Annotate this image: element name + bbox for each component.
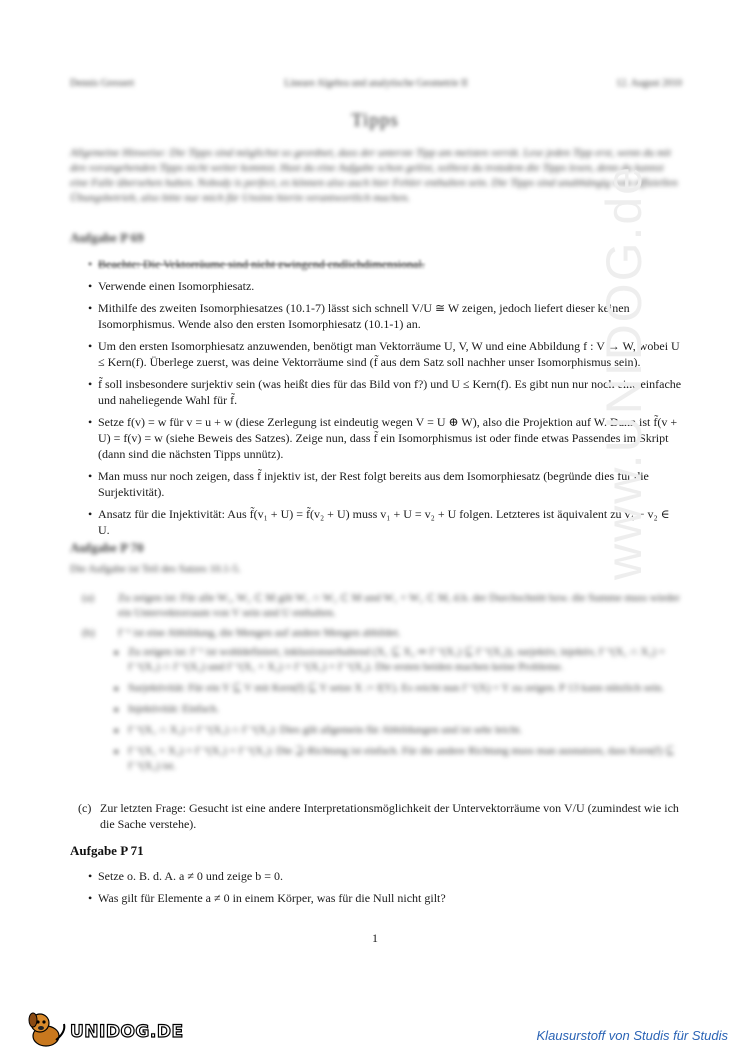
list-item: ■ f⁻¹(X₁ ∩ X₂) = f⁻¹(X₁) ∩ f⁻¹(X₂): Dies gilt allgemein für Abbildungen und ist sehr leicht. [118,723,682,738]
list-item: • Beachte: Die Vektorräume sind nicht zwingend endlichdimensional. [88,257,425,271]
section-title-p71: Aufgabe P 71 [70,843,144,858]
unidog-logo [26,1010,184,1050]
logo-text: UNIDOG.DE [70,1022,184,1042]
list-item: • Mithilfe des zweiten Isomorphiesatzes (10.1-7) lässt sich schnell V/U ≅ W zeigen, jedoch liefert dieser keinen Isomorphismus. Wende also den ersten Isomorphiesatz (10.1-1) an. [88,301,630,331]
list-item: ■ Surjektivität: Für ein Y ⊆ V mit Kern(f) ⊆ Y setze X := f(Y). Es reicht nun f⁻¹(X) = Y zu zeigen. P 13 kann nützlich sein. [118,681,682,696]
list-item: • Setze o. B. d. A. a ≠ 0 und zeige b = 0. [88,869,283,883]
page-number: 1 [372,931,378,945]
item-text: f⁻¹ ist eine Abbildung, die Mengen auf andere Mengen abbildet. [118,627,401,639]
list-item: ■ f⁻¹(X₁ + X₂) = f⁻¹(X₁) + f⁻¹(X₂): Die ⊇-Richtung ist einfach. Für die andere Richtung muss man ausnutzen, dass Kern(f) ⊆ f⁻¹(X₂) ist. [118,744,682,774]
bullet-icon: • [88,301,93,315]
item-text: Zu zeigen ist: Für alle W₁, W₂ ⊂ M gilt W₁ ∩ W₂ ⊂ M und W₁ + W₂ ⊂ M, d.h. der Durchschnitt bzw. die Summe muss wieder ein Untervektorraum von V sein und U enthalten. [118,592,680,619]
intro-paragraph: Allgemeine Hinweise: Die Tipps sind möglichst so geordnet, dass der unterste Tipp am meisten verrät. Lese jeden Tipp erst, wenn du mit den vorangehenden Tipps nicht weiter kommst. Hast du eine Aufgabe schon gelöst, solltest du trotzdem die Tipps lesen, denn du kannst eine Falle übersehen haben. Nobody is perfect, es können also auch hier Fehler enthalten sein. Die Tipps sind unabhängig vom offiziellen Übungsbetrieb, also bitte nur mich für Unsinn hierin verantwortlich machen. [70,147,678,204]
bullet-icon: • [88,469,93,483]
item-label: (c) [78,801,92,815]
list-item: • Verwende einen Isomorphiesatz. [88,279,255,293]
list-item: • Um den ersten Isomorphiesatz anzuwenden, benötigt man Vektorräume U, V, W und eine Abbildung f : V → W, wobei U ≤ Kern(f). Überlege zuerst, was deine Vektorräume sind (f̃ aus dem Satz soll nachher unser Isomorphismus sein). [88,339,680,369]
watermark-text: www.UNIDOG.de [596,165,652,580]
header-author: Dennis Gressert [70,78,135,89]
bullet-icon: • [88,339,93,353]
list-item: • Setze f(v) = w für v = u + w (diese Zerlegung ist eindeutig wegen V = U ⊕ W), also die Projektion auf W. Dann ist f̃(v + U) = f(v) = w (siehe Beweis des Satzes). Zeige nun, dass f̃ ein Isomorphismus ist oder finde etwas Passendes im Skript (dann sind die nächsten Tipps unnütz). [88,415,678,461]
p70-intro-text: Die Aufgabe ist Teil des Satzes 10.1-5. [70,563,241,575]
item-label: (b) [82,627,95,639]
bullet-icon: • [88,869,93,883]
bullet-icon: • [88,507,93,521]
p69-bullet-list [70,256,682,544]
bullet-icon: • [88,415,93,429]
bullet-icon: • [88,377,93,391]
page-header [70,78,682,96]
section-title-p69: Aufgabe P 69 [70,230,144,245]
p70-sub-bullet-list [118,645,682,780]
header-course: Lineare Algebra und analytische Geometrie II [284,78,468,89]
item-text: Zur letzten Frage: Gesucht ist eine andere Interpretationsmöglichkeit der Untervektorräume von V/U (zumindest wie ich die Sache verstehe). [100,801,679,831]
list-item: ■ Zu zeigen ist: f⁻¹ ist wohldefiniert, inklusionserhaltend (X₁ ⊆ X₂ ⇒ f⁻¹(X₁) ⊆ f⁻¹(X₂)), surjektiv, injektiv, f⁻¹(X₁ ∩ X₂) = f⁻¹(X₁) ∩ f⁻¹(X₂) und f⁻¹(X₁ + X₂) = f⁻¹(X₁) + f⁻¹(X₂). Die ersten beiden machen keine Probleme. [118,645,682,675]
list-item: ■ Injektivität: Einfach. [118,702,682,717]
bullet-icon: • [88,279,93,293]
document-title: Tipps [351,110,399,131]
section-title-p70: Aufgabe P 70 [70,540,144,555]
dog-icon [26,1010,74,1050]
footer-tagline: Klausurstoff von Studis für Studis [536,1028,728,1043]
list-item: • Man muss nur noch zeigen, dass f̃ injektiv ist, der Rest folgt bereits aus dem Isomorphiesatz (begründe dies für die Surjektivität). [88,469,649,499]
header-date: 12. August 2010 [616,78,682,89]
bullet-icon: • [88,257,93,271]
list-item: • Ansatz für die Injektivität: Aus f̃(v₁ + U) = f̃(v₂ + U) muss v₁ + U = v₂ + U folgen. Letzteres ist äquivalent zu v₁ − v₂ ∈ U. [88,507,670,537]
p71-bullet-list [70,868,682,912]
bullet-icon: • [88,891,93,905]
list-item: • Was gilt für Elemente a ≠ 0 in einem Körper, was für die Null nicht gilt? [88,891,446,905]
list-item: • f̃ soll insbesondere surjektiv sein (was heißt dies für das Bild von f?) und U ≤ Kern(f). Es gibt nun nur noch eine einfache und naheliegende Wahl für f̃. [88,377,682,407]
item-label: (a) [82,592,95,604]
